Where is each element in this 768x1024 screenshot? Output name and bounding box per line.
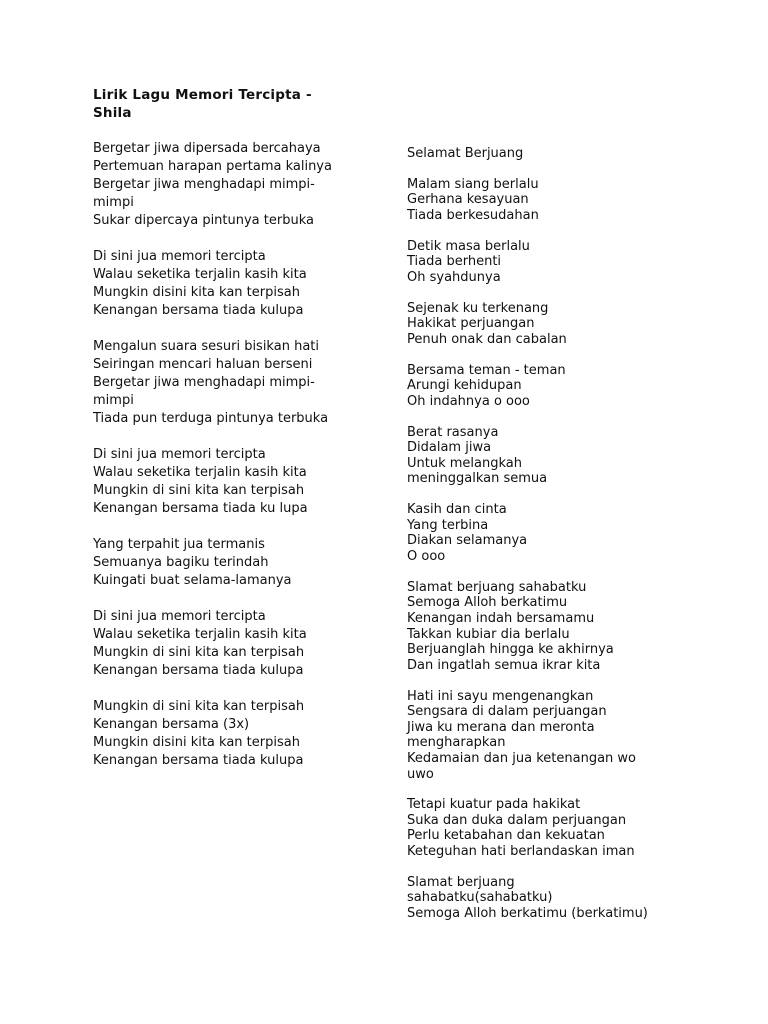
lyric-line: Semuanya bagiku terindah [93, 555, 269, 570]
lyric-line: Kenangan indah bersamamu [407, 610, 595, 626]
lyric-line: Mungkin di sini kita kan terpisah [93, 645, 305, 660]
lyric-line: Slamat berjuang [407, 874, 515, 890]
lyric-line: Berjuanglah hingga ke akhirnya [407, 642, 614, 658]
lyric-line: Selamat Berjuang [407, 146, 524, 161]
lyric-line: Kenangan bersama tiada kulupa [93, 303, 304, 318]
lyric-line: Mungkin disini kita kan terpisah [93, 735, 300, 750]
lyric-stanza [93, 140, 393, 230]
lyric-stanza [93, 698, 393, 770]
right-column [407, 146, 752, 937]
lyric-stanza [407, 502, 752, 564]
lyric-stanza [407, 146, 752, 162]
lyric-line: mimpi [93, 393, 134, 408]
lyric-line: Hakikat perjuangan [407, 316, 535, 332]
lyric-line: Sukar dipercaya pintunya terbuka [93, 213, 314, 228]
lyric-line: Yang terpahit jua termanis [93, 537, 265, 552]
lyric-line: Jiwa ku merana dan meronta [407, 719, 595, 735]
song-title [93, 86, 393, 122]
lyric-line: Slamat berjuang sahabatku [407, 579, 587, 595]
lyric-stanza [93, 446, 393, 518]
lyric-line: meninggalkan semua [407, 471, 548, 487]
lyric-line: Penuh onak dan cabalan [407, 331, 567, 347]
lyric-stanza [407, 177, 752, 224]
lyric-stanza [407, 239, 752, 286]
lyric-line: Didalam jiwa [407, 440, 492, 456]
lyric-stanza [407, 425, 752, 487]
lyric-stanza [407, 580, 752, 674]
lyric-line: Kedamaian dan jua ketenangan wo [407, 750, 636, 766]
lyric-line: Takkan kubiar dia berlalu [407, 626, 570, 642]
lyric-line: uwo [407, 766, 434, 782]
lyric-line: Keteguhan hati berlandaskan iman [407, 844, 635, 860]
lyric-line: Di sini jua memori tercipta [93, 447, 266, 462]
lyric-stanza [407, 301, 752, 348]
lyric-line: Malam siang berlalu [407, 176, 539, 192]
lyric-stanza [93, 536, 393, 590]
lyric-line: Bergetar jiwa dipersada bercahaya [93, 141, 321, 156]
lyric-stanza [93, 248, 393, 320]
lyric-line: Sejenak ku terkenang [407, 300, 549, 316]
lyric-line: Di sini jua memori tercipta [93, 249, 266, 264]
lyric-line: Semoga Alloh berkatimu (berkatimu) [407, 906, 648, 922]
lyric-line: Oh syahdunya [407, 269, 501, 285]
lyric-stanza [407, 689, 752, 783]
lyric-line: Kenangan bersama tiada ku lupa [93, 501, 308, 516]
lyric-line: Tetapi kuatur pada hakikat [407, 797, 581, 813]
lyric-line: O ooo [407, 549, 446, 564]
lyric-line: Kenangan bersama (3x) [93, 717, 250, 732]
lyric-line: Berat rasanya [407, 424, 499, 440]
lyric-line: Kuingati buat selama-lamanya [93, 573, 292, 588]
lyric-line: Gerhana kesayuan [407, 192, 529, 208]
lyric-line: mengharapkan [407, 735, 506, 751]
lyric-line: Kasih dan cinta [407, 502, 507, 518]
right-lyrics [407, 146, 752, 922]
lyric-line: Kenangan bersama tiada kulupa [93, 753, 304, 768]
lyric-line: Mungkin disini kita kan terpisah [93, 285, 300, 300]
lyric-line: Bergetar jiwa menghadapi mimpi- [93, 375, 315, 390]
lyric-line: Kenangan bersama tiada kulupa [93, 663, 304, 678]
lyric-stanza [407, 797, 752, 859]
lyric-line: mimpi [93, 195, 134, 210]
lyric-line: Semoga Alloh berkatimu [407, 595, 568, 611]
lyric-line: sahabatku(sahabatku) [407, 890, 553, 906]
lyric-line: Untuk melangkah [407, 455, 522, 471]
lyric-line: Tiada pun terduga pintunya terbuka [93, 411, 329, 426]
lyric-line: Bersama teman - teman [407, 362, 566, 378]
lyric-line: Diakan selamanya [407, 533, 528, 549]
lyric-line: Pertemuan harapan pertama kalinya [93, 159, 332, 174]
lyric-line: Di sini jua memori tercipta [93, 609, 266, 624]
lyric-line: Suka dan duka dalam perjuangan [407, 812, 627, 828]
lyric-line: Perlu ketabahan dan kekuatan [407, 828, 605, 844]
lyric-line: Mungkin di sini kita kan terpisah [93, 699, 305, 714]
lyric-line: Walau seketika terjalin kasih kita [93, 627, 307, 642]
lyric-line: Detik masa berlalu [407, 238, 530, 254]
lyric-line: Mungkin di sini kita kan terpisah [93, 483, 305, 498]
lyric-line: Bergetar jiwa menghadapi mimpi- [93, 177, 315, 192]
lyric-line: Tiada berhenti [407, 254, 502, 270]
lyric-stanza [407, 363, 752, 410]
title-line: Shila [93, 105, 132, 121]
lyric-stanza [407, 875, 752, 922]
left-lyrics [93, 140, 393, 770]
lyric-line: Yang terbina [407, 517, 489, 533]
lyric-stanza [93, 338, 393, 428]
lyric-line: Seiringan mencari haluan berseni [93, 357, 313, 372]
lyric-line: Tiada berkesudahan [407, 207, 539, 223]
title-line: Lirik Lagu Memori Tercipta - [93, 87, 312, 103]
lyric-stanza [93, 608, 393, 680]
lyric-line: Hati ini sayu mengenangkan [407, 688, 594, 704]
lyric-line: Walau seketika terjalin kasih kita [93, 465, 307, 480]
lyric-line: Mengalun suara sesuri bisikan hati [93, 339, 319, 354]
lyric-line: Walau seketika terjalin kasih kita [93, 267, 307, 282]
lyric-line: Arungi kehidupan [407, 378, 522, 394]
lyric-line: Dan ingatlah semua ikrar kita [407, 657, 601, 673]
lyric-line: Oh indahnya o ooo [407, 393, 530, 409]
lyric-line: Sengsara di dalam perjuangan [407, 704, 607, 720]
left-column [93, 86, 393, 788]
